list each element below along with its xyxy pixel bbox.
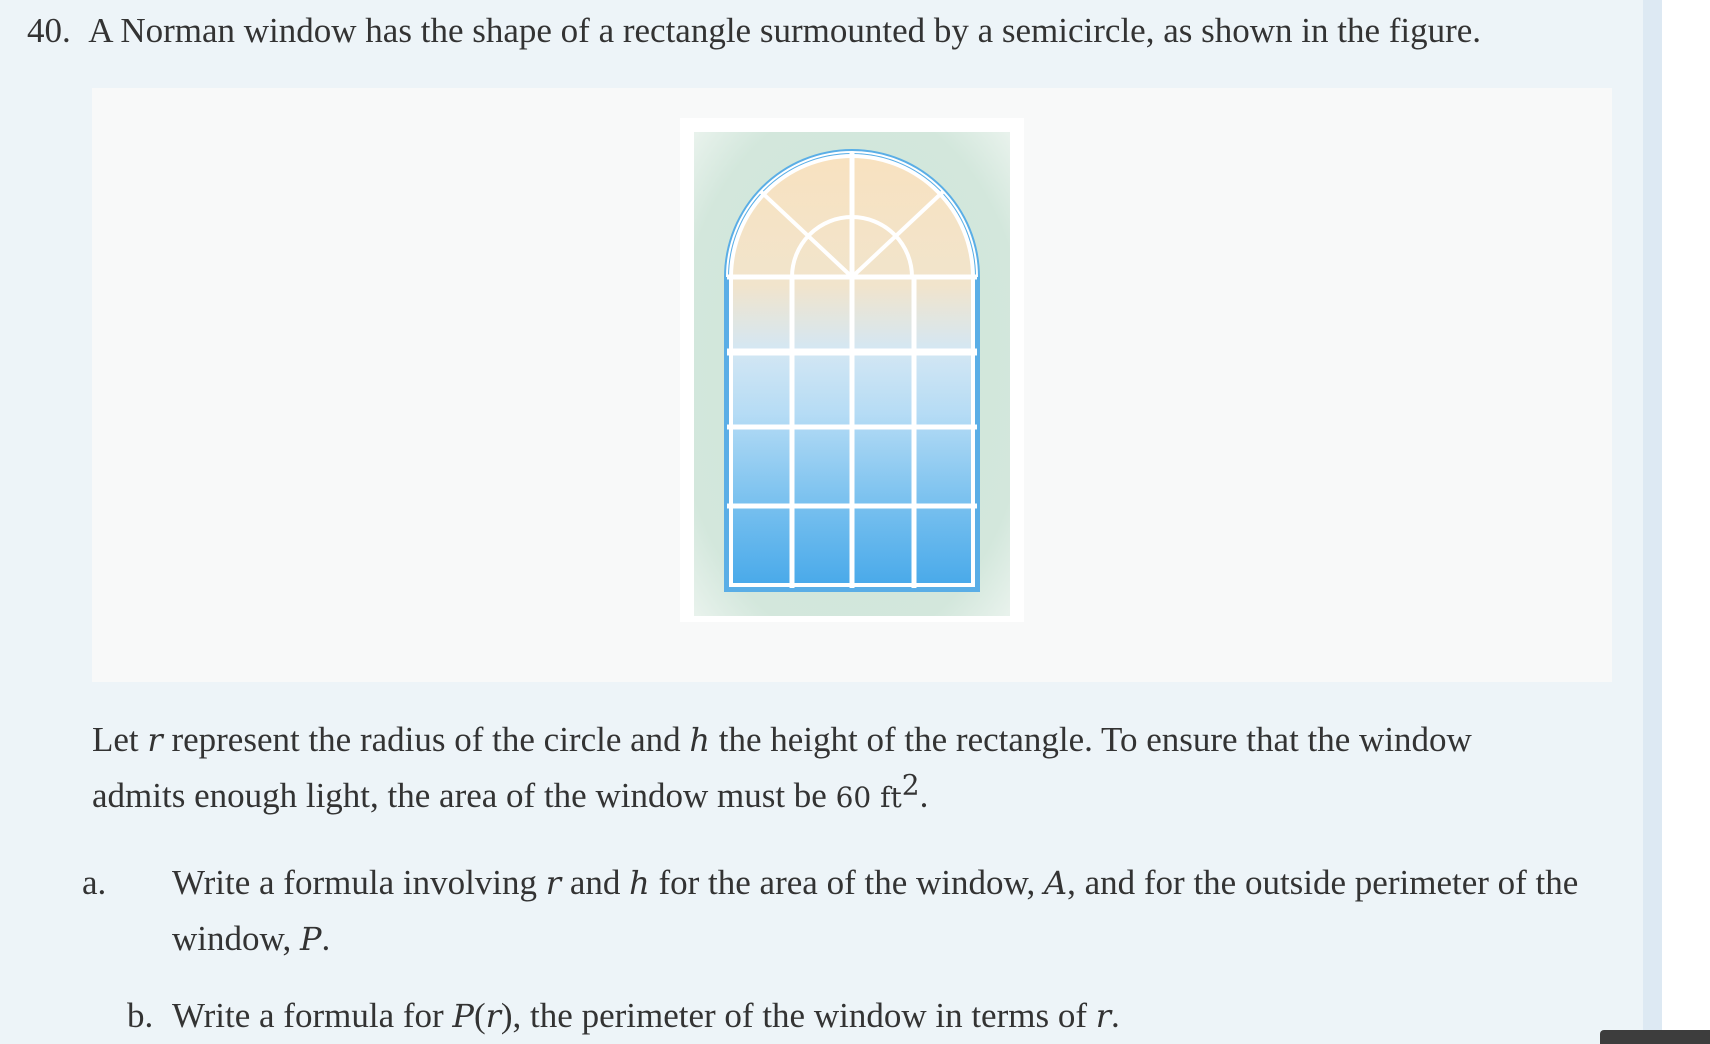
area-exponent: 2	[901, 768, 920, 802]
figure-card	[680, 118, 1024, 622]
part-b: b. Write a formula for P(r), the perimeter of the window in terms of r.	[127, 988, 1587, 1044]
var-P: P	[300, 920, 322, 958]
part-a: a. Write a formula involving r and h for the area of the window, A, and for the outside perimeter of the window, P.	[127, 855, 1587, 967]
var-r: r	[147, 721, 163, 759]
problem-intro: Let r represent the radius of the circle and h the height of the rectangle. To ensure that the window admits enough light, the area of the window must be 60 $ft^2$.	[92, 720, 1472, 815]
var-h: h	[689, 721, 711, 759]
norman-window-icon	[680, 118, 1024, 622]
corner-tab[interactable]	[1600, 1030, 1710, 1044]
part-b-label: b.	[127, 996, 154, 1035]
scrollbar-track[interactable]	[1643, 0, 1662, 1044]
problem-statement	[27, 6, 1481, 56]
problem-number: 40.	[27, 11, 71, 50]
area-value: 60 ft	[835, 781, 902, 814]
part-a-label: a.	[82, 863, 107, 902]
problem-title: A Norman window has the shape of a rectangle surmounted by a semicircle, as shown in the figure.	[88, 11, 1482, 50]
figure-panel	[92, 88, 1612, 682]
var-A: A	[1043, 864, 1068, 902]
